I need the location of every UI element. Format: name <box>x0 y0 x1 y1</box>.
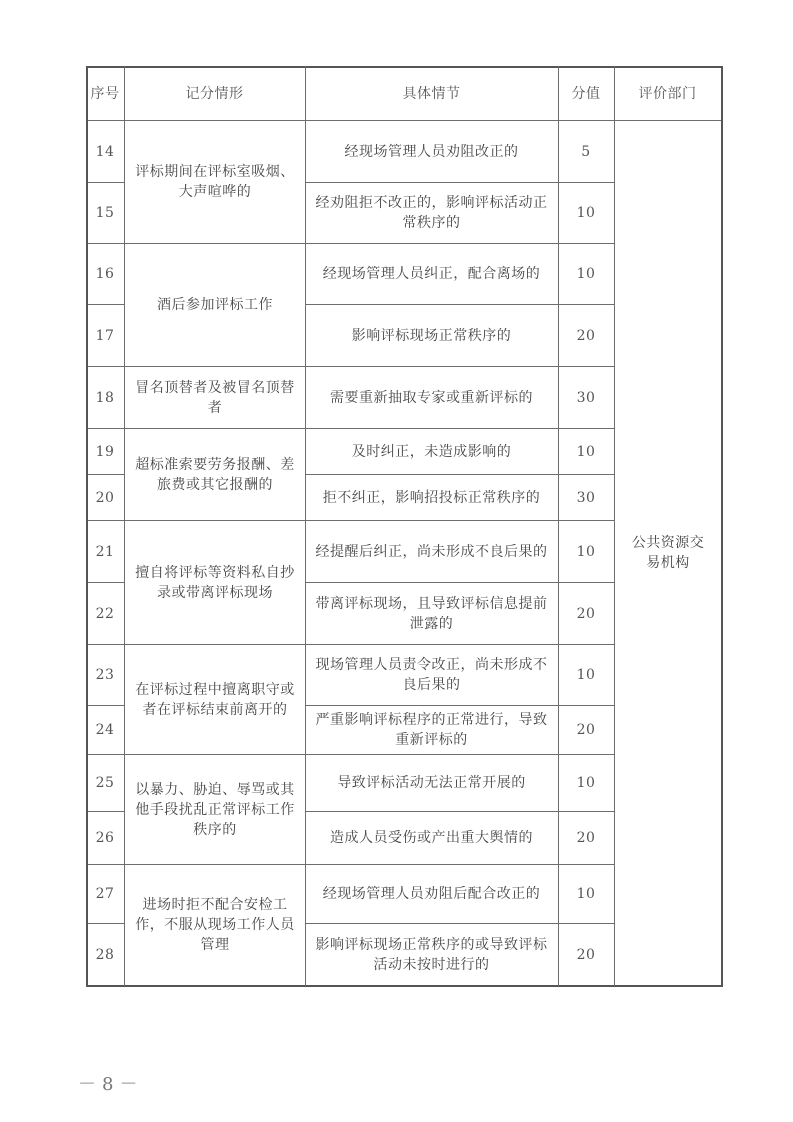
department-cell: 公共资源交易机构 <box>631 535 705 571</box>
row-number: 17 <box>95 327 115 344</box>
header-detail: 具体情节 <box>402 85 461 102</box>
row-score: 10 <box>576 886 596 902</box>
row-number: 20 <box>95 489 115 506</box>
row-number: 22 <box>95 605 115 622</box>
header-department: 评价部门 <box>638 85 697 102</box>
row-detail: 经现场管理人员劝阻后配合改正的 <box>322 886 541 902</box>
row-number: 27 <box>95 886 115 902</box>
header-situation: 记分情形 <box>185 85 244 102</box>
table-border-bottom <box>86 985 723 987</box>
situation-cell: 冒名顶替者及被冒名顶替者 <box>135 379 295 416</box>
table-border-right <box>721 66 723 987</box>
situation-cell: 进场时拒不配合安检工作，不服从现场工作人员管理 <box>135 897 295 953</box>
row-score: 10 <box>576 667 596 683</box>
row-number: 21 <box>95 543 115 560</box>
row-detail: 需要重新抽取专家或重新评标的 <box>330 389 533 406</box>
situation-cell: 在评标过程中擅离职守或者在评标结束前离开的 <box>135 681 295 718</box>
row-score: 30 <box>576 389 596 406</box>
row-score: 20 <box>576 830 596 846</box>
row-detail: 造成人员受伤或产出重大舆情的 <box>330 830 533 846</box>
row-number: 19 <box>95 443 115 460</box>
row-score: 20 <box>576 605 596 622</box>
row-detail: 及时纠正，未造成影响的 <box>351 443 512 460</box>
row-number: 25 <box>95 775 115 791</box>
row-score: 10 <box>576 775 596 791</box>
row-detail: 经劝阻拒不改正的，影响评标活动正常秩序的 <box>315 195 548 231</box>
row-score: 20 <box>576 327 596 344</box>
row-score: 20 <box>576 722 596 738</box>
row-number: 15 <box>95 205 115 221</box>
page-number: －8－ <box>78 1074 144 1095</box>
row-detail: 影响评标现场正常秩序的或导致评标活动未按时进行的 <box>315 936 548 973</box>
situation-cell: 评标期间在评标室吸烟、大声喧哗的 <box>135 164 295 200</box>
row-detail: 严重影响评标程序的正常进行，导致重新评标的 <box>315 712 548 748</box>
row-score: 10 <box>576 443 596 460</box>
header-no: 序号 <box>90 85 120 102</box>
row-number: 24 <box>95 722 115 738</box>
row-detail: 导致评标活动无法正常开展的 <box>337 775 526 791</box>
row-number: 14 <box>95 143 115 160</box>
row-score: 10 <box>576 266 596 282</box>
situation-cell: 酒后参加评标工作 <box>157 297 273 313</box>
row-detail: 现场管理人员责令改正，尚未形成不良后果的 <box>315 657 548 693</box>
row-detail: 经现场管理人员劝阻改正的 <box>344 143 519 160</box>
row-score: 10 <box>576 543 596 560</box>
row-number: 28 <box>95 946 115 963</box>
row-detail: 经提醒后纠正，尚未形成不良后果的 <box>315 543 548 560</box>
row-number: 23 <box>95 667 115 683</box>
row-score: 10 <box>576 205 596 221</box>
row-detail: 拒不纠正，影响招投标正常秩序的 <box>322 489 541 506</box>
row-score: 5 <box>581 143 591 160</box>
row-number: 26 <box>95 830 115 846</box>
row-score: 30 <box>576 489 596 506</box>
row-score: 20 <box>576 946 596 963</box>
row-detail: 经现场管理人员纠正，配合离场的 <box>322 266 541 282</box>
situation-cell: 以暴力、胁迫、辱骂或其他手段扰乱正常评标工作秩序的 <box>135 781 295 838</box>
situation-cell: 超标准索要劳务报酬、差旅费或其它报酬的 <box>135 456 295 493</box>
row-detail: 带离评标现场，且导致评标信息提前泄露的 <box>315 595 548 632</box>
situation-cell: 擅自将评标等资料私自抄录或带离评标现场 <box>135 564 295 601</box>
row-number: 18 <box>95 389 115 406</box>
header-score: 分值 <box>571 85 601 102</box>
row-detail: 影响评标现场正常秩序的 <box>351 327 512 344</box>
row-number: 16 <box>95 266 115 282</box>
